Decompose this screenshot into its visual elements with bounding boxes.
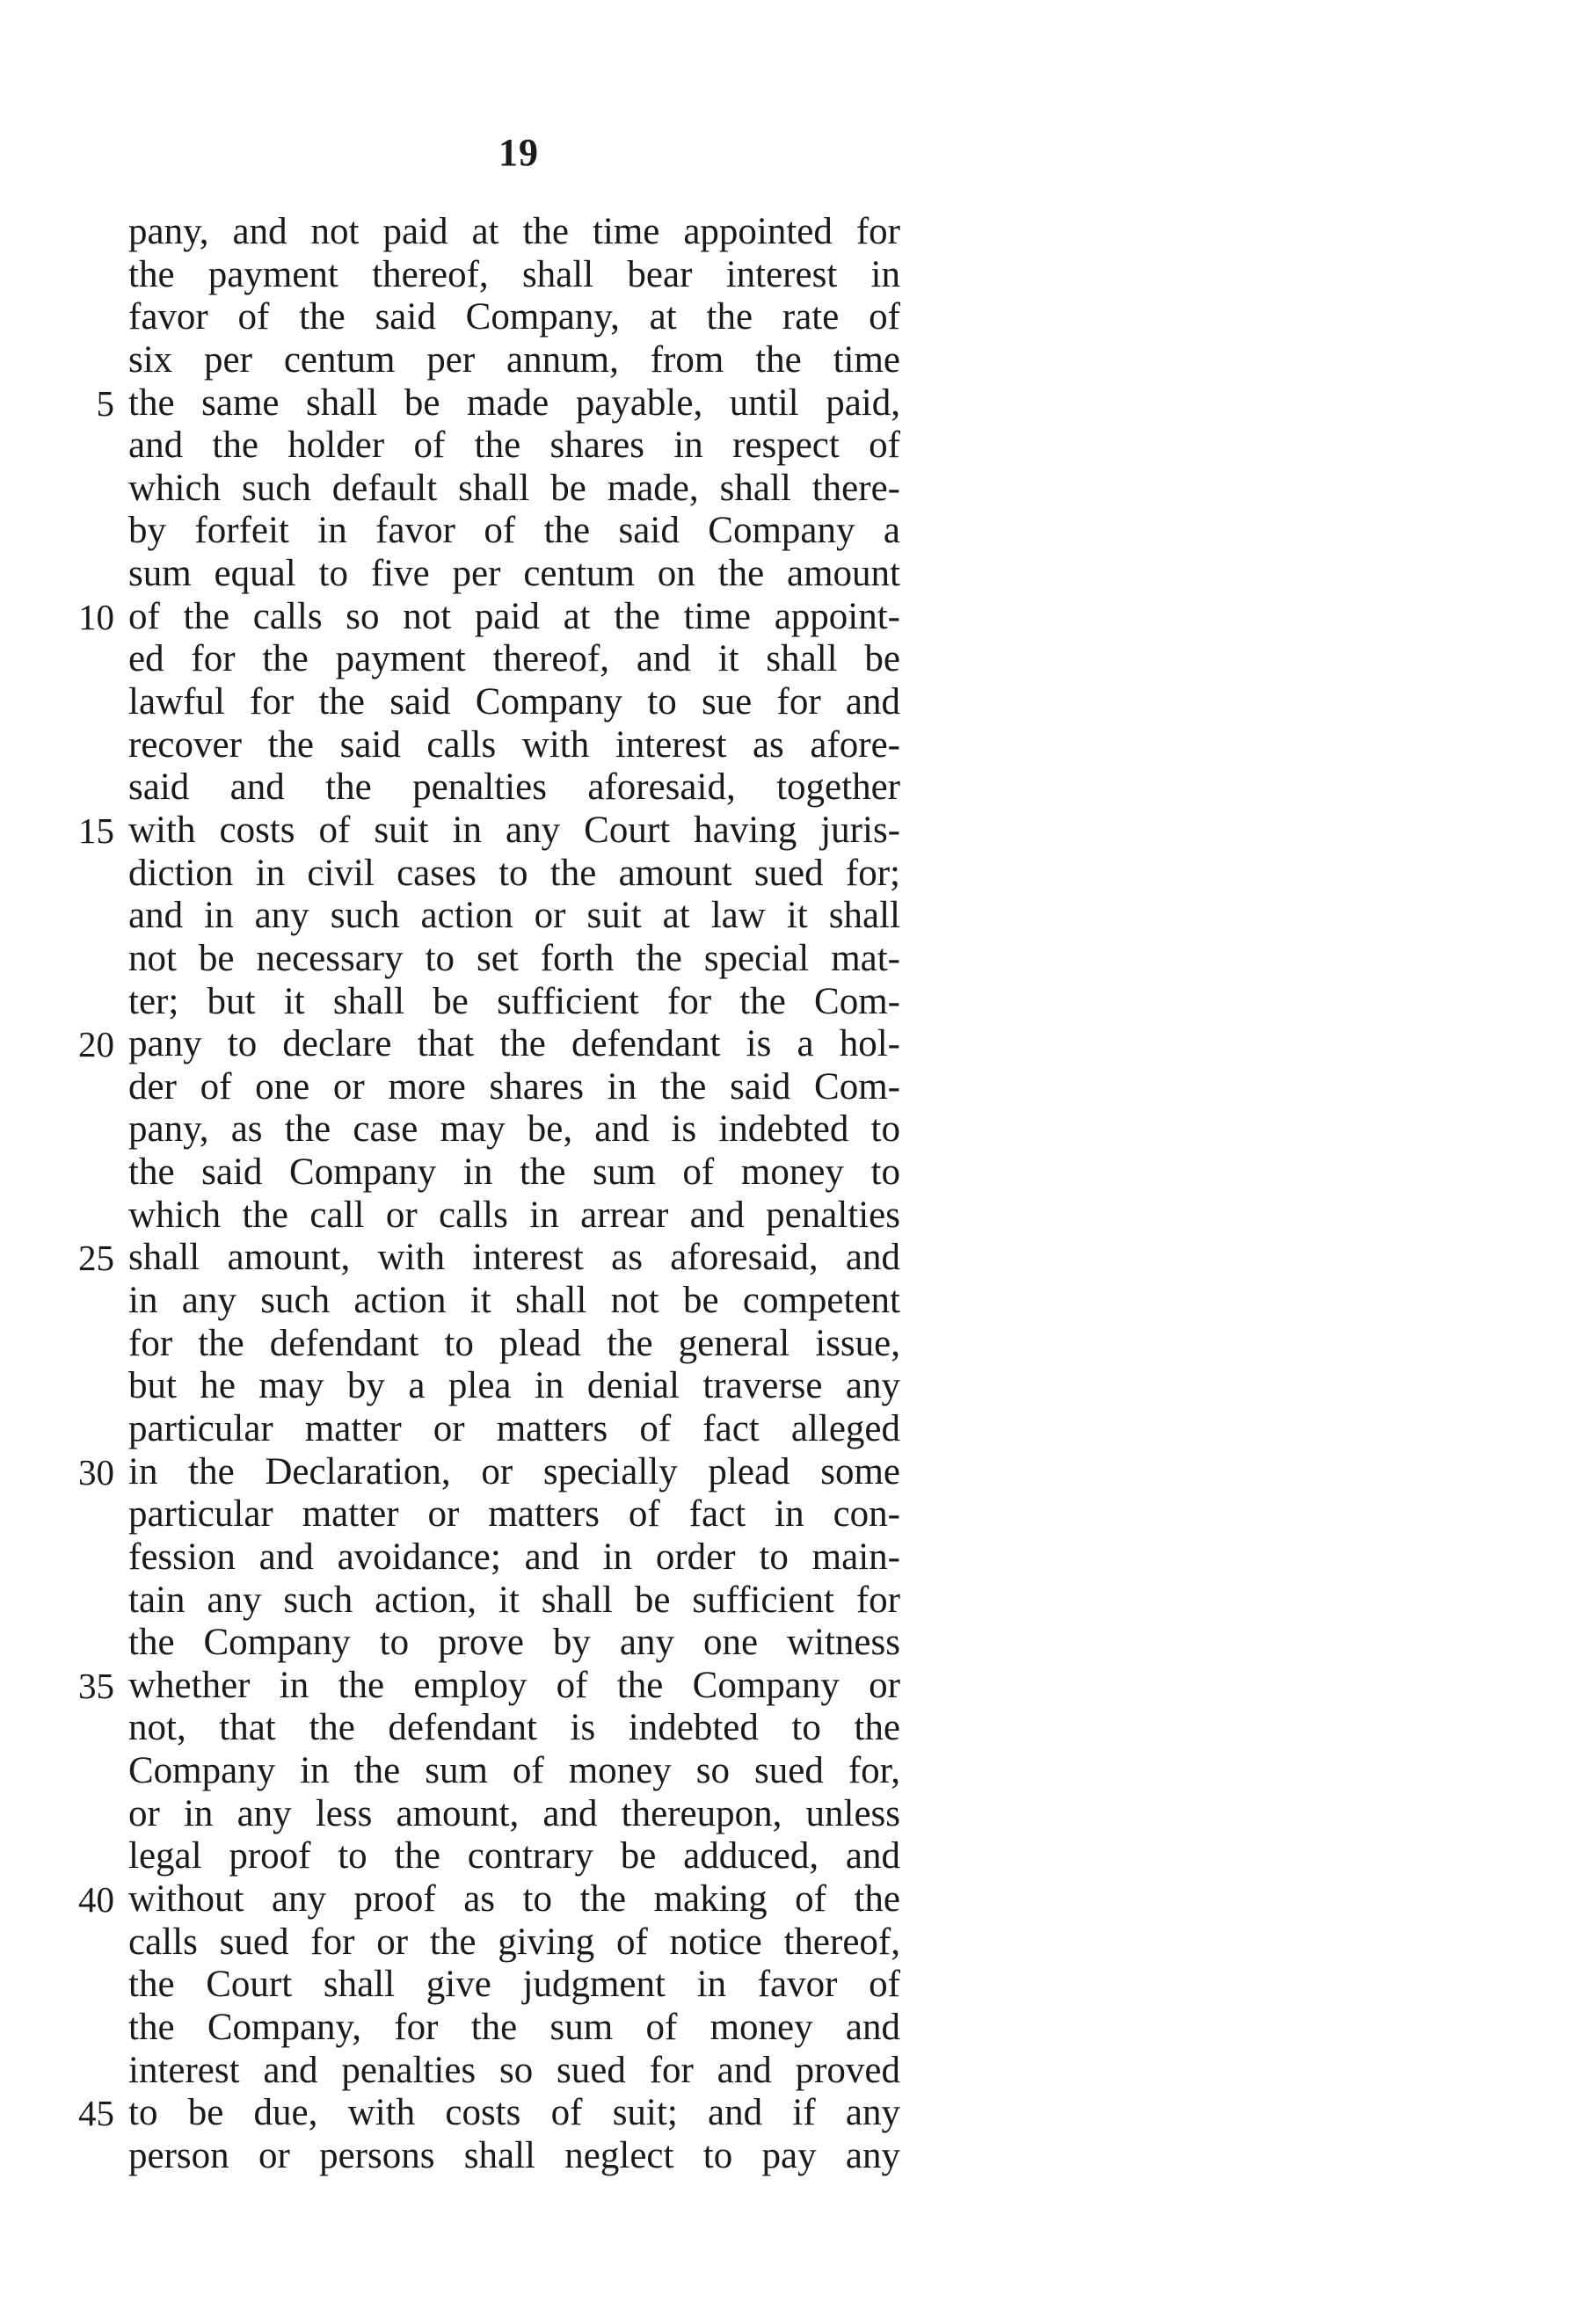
line-text: with costs of suit in any Court having juris- [128,809,900,851]
line-text: calls sued for or the giving of notice thereof, [128,1921,900,1963]
line-text: which such default shall be made, shall there- [128,467,900,509]
line-text: not, that the defendant is indebted to the [128,1707,900,1749]
text-line [53,1151,932,1195]
text-line [53,254,932,297]
line-number: 30 [78,1451,114,1492]
line-number: 45 [78,2093,114,2134]
text-line [53,382,932,425]
text-line [53,1921,932,1965]
line-text: Company in the sum of money so sued for, [128,1750,900,1792]
line-text: the same shall be made payable, until paid, [128,381,900,424]
text-line [53,2092,932,2135]
line-text: the said Company in the sum of money to [128,1151,900,1194]
line-text: in any such action it shall not be competent [128,1280,900,1322]
line-text: pany, and not paid at the time appointed for [128,211,900,252]
line-text: the Company, for the sum of money and [128,2006,900,2048]
text-line [53,853,932,896]
text-line [53,553,932,596]
text-line [53,681,932,724]
line-text: particular matter or matters of fact alleged [128,1407,900,1449]
line-text: recover the said calls with interest as afore- [128,723,900,766]
page-number: 19 [498,131,539,174]
line-text: of the calls so not paid at the time appoint- [128,595,900,637]
line-number: 20 [78,1024,114,1065]
line-number: 40 [78,1878,114,1920]
text-line [53,1580,932,1623]
line-text: six per centum per annum, from the time [128,338,900,381]
text-line [53,724,932,767]
line-text: not be necessary to set forth the special mat- [128,937,900,979]
text-line [53,1750,932,1793]
text-line [53,2135,932,2178]
text-line [53,1835,932,1878]
line-text: tain any such action, it shall be sufficient for [128,1579,900,1621]
line-text: interest and penalties so sued for and proved [128,2049,900,2091]
line-text: for the defendant to plead the general issue, [128,1322,900,1364]
line-text: favor of the said Company, at the rate of [128,296,900,338]
line-text: or in any less amount, and thereupon, unless [128,1792,900,1834]
line-text: diction in civil cases to the amount sued for; [128,852,900,894]
text-line [53,1622,932,1665]
line-text: and the holder of the shares in respect of [128,425,900,467]
line-text: shall amount, with interest as aforesaid, and [128,1237,900,1279]
text-line [53,1878,932,1921]
text-line [53,1707,932,1750]
text-line [53,1665,932,1708]
line-text: particular matter or matters of fact in con- [128,1493,900,1536]
text-line [53,296,932,339]
text-line [53,2050,932,2093]
text-line [53,339,932,382]
line-number: 5 [96,382,114,424]
text-line [53,895,932,938]
text-line [53,1066,932,1109]
line-text: person or persons shall neglect to pay any [128,2134,900,2176]
text-line [53,638,932,681]
line-text: sum equal to five per centum on the amount [128,553,900,595]
line-text: pany to declare that the defendant is a hol- [128,1023,900,1065]
line-text: by forfeit in favor of the said Company a [128,510,900,552]
text-line [53,211,932,254]
text-line [53,1023,932,1066]
text-line [53,981,932,1024]
line-text: to be due, with costs of suit; and if any [128,2092,900,2134]
line-text: without any proof as to the making of the [128,1877,900,1920]
text-line [53,2007,932,2050]
line-text: legal proof to the contrary be adduced, and [128,1835,900,1877]
text-line [53,938,932,981]
line-text: in the Declaration, or specially plead some [128,1450,900,1492]
line-text: the payment thereof, shall bear interest in [128,253,900,295]
text-line [53,1280,932,1323]
line-text: pany, as the case may be, and is indebted to [128,1108,900,1151]
text-line [53,1793,932,1836]
body-text [53,211,932,2177]
line-text: said and the penalties aforesaid, together [128,766,900,809]
text-line [53,766,932,810]
text-line [53,1536,932,1580]
text-line [53,510,932,553]
line-text: the Court shall give judgment in favor of [128,1964,900,2006]
text-line [53,810,932,853]
text-line [53,1195,932,1238]
line-number: 35 [78,1665,114,1706]
line-text: and in any such action or suit at law it shall [128,895,900,937]
line-number: 15 [78,810,114,851]
line-text: whether in the employ of the Company or [128,1664,900,1706]
text-line [53,596,932,639]
line-number: 25 [78,1238,114,1279]
line-text: fession and avoidance; and in order to main- [128,1536,900,1578]
line-text: which the call or calls in arrear and penalties [128,1194,900,1236]
text-line [53,425,932,468]
line-number: 10 [78,596,114,637]
line-text: the Company to prove by any one witness [128,1622,900,1664]
line-text: but he may by a plea in denial traverse any [128,1365,900,1407]
text-line [53,1964,932,2007]
text-line [53,1408,932,1451]
line-text: ter; but it shall be sufficient for the Com- [128,980,900,1022]
line-text: lawful for the said Company to sue for and [128,681,900,723]
text-line [53,1237,932,1280]
line-text: ed for the payment thereof, and it shall be [128,638,900,680]
text-line [53,468,932,511]
line-text: der of one or more shares in the said Com- [128,1065,900,1108]
text-line [53,1365,932,1408]
text-line [53,1323,932,1366]
text-line [53,1108,932,1151]
text-line [53,1493,932,1536]
text-line [53,1451,932,1494]
